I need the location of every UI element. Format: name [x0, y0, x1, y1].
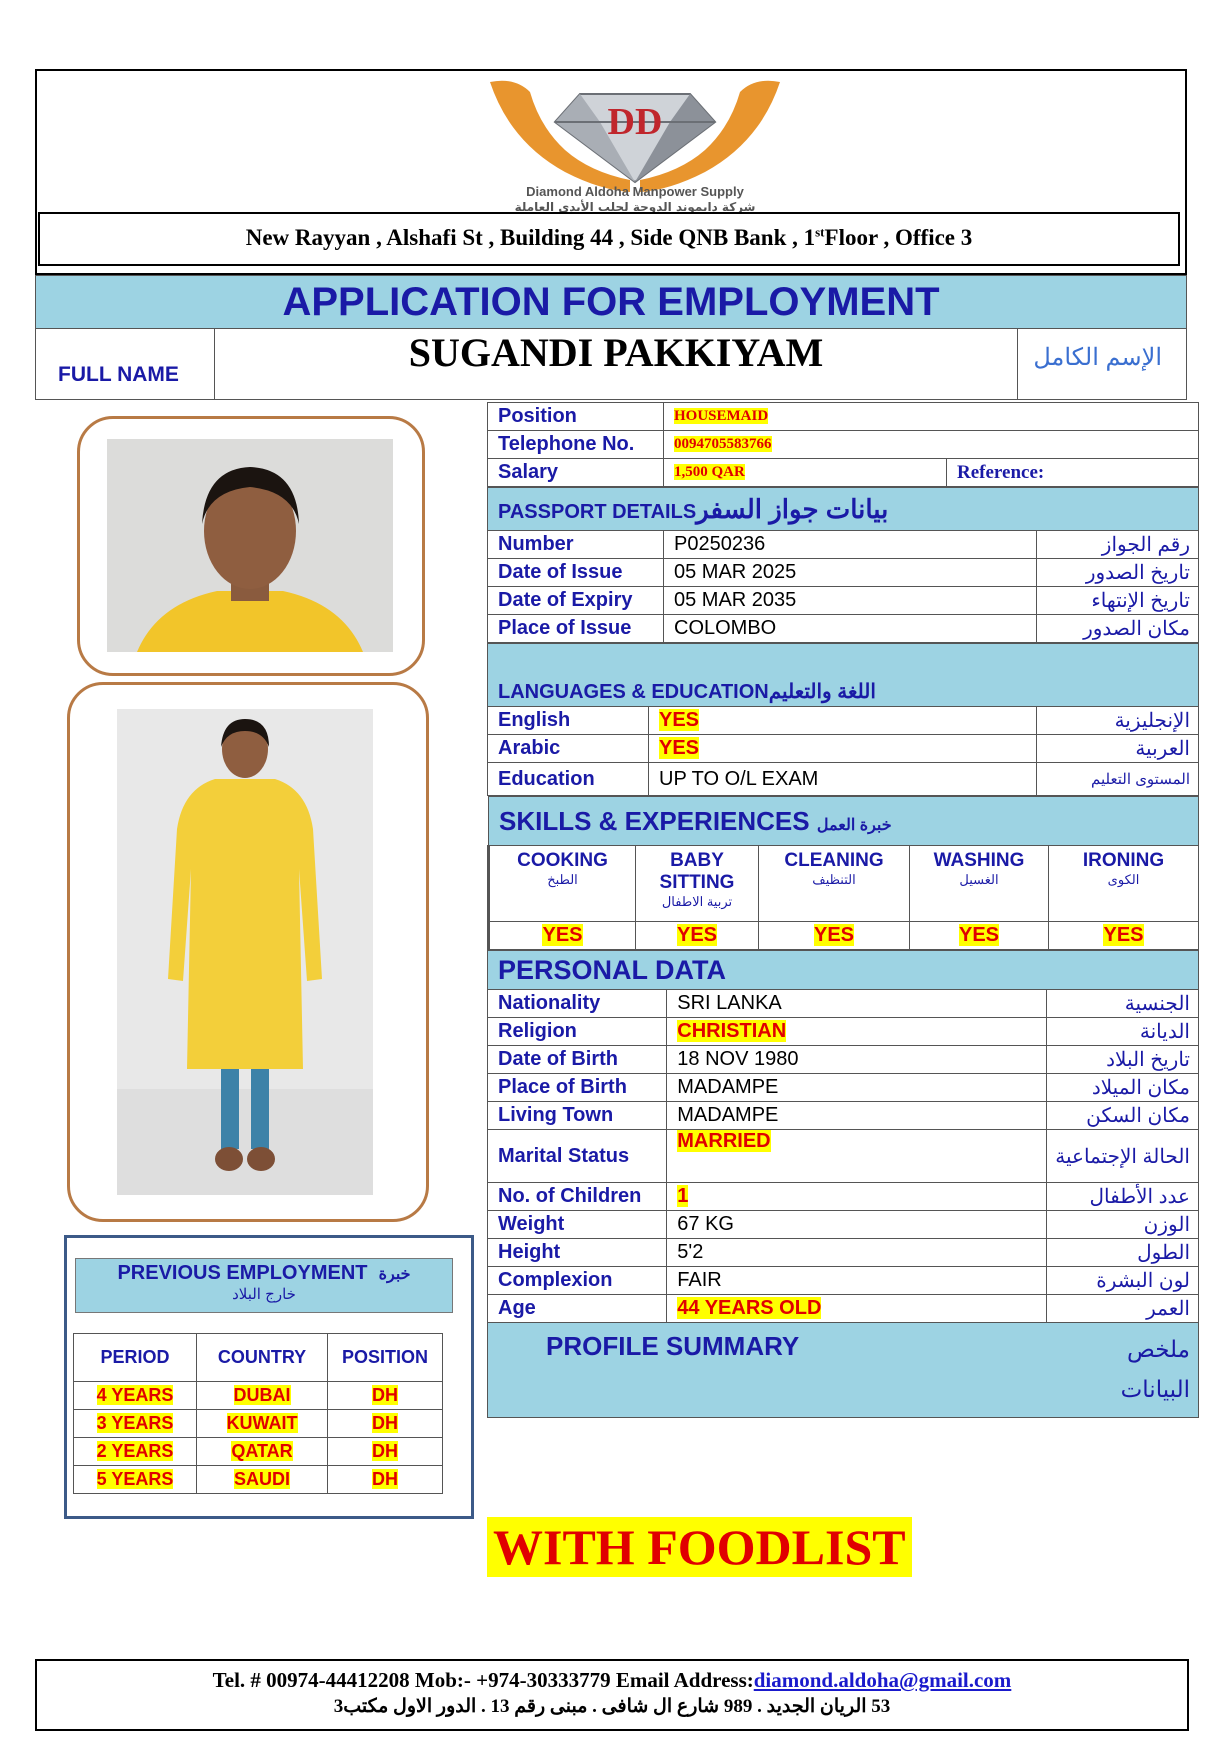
passport-heading-en: PASSPORT DETAILS [498, 500, 697, 523]
row-value: 1 [677, 1185, 689, 1207]
row-label-ar: الجنسية [1047, 990, 1199, 1018]
footer [35, 1659, 1189, 1731]
row-label: Date of Issue [488, 559, 664, 587]
period-cell: 2 YEARS [96, 1441, 174, 1461]
languages-table [487, 643, 1199, 796]
personal-row [488, 1102, 1199, 1130]
language-row [488, 707, 1199, 735]
row-value: FAIR [667, 1267, 1047, 1295]
skill-value: YES [958, 924, 1000, 946]
personal-row [488, 1239, 1199, 1267]
table-row [74, 1410, 443, 1438]
skill-value: YES [676, 924, 718, 946]
page-title: APPLICATION FOR EMPLOYMENT [35, 275, 1187, 329]
row-value: 18 NOV 1980 [667, 1046, 1047, 1074]
position-label: Position [488, 403, 664, 431]
row-label-ar: مكان الميلاد [1047, 1074, 1199, 1102]
salary-label: Salary [488, 459, 664, 487]
company-address [38, 212, 1180, 266]
skill-name: COOKING [517, 850, 608, 871]
row-label-ar: تاريخ البلاد [1047, 1046, 1199, 1074]
skill-name: BABY SITTING [659, 850, 735, 893]
row-value: 67 KG [667, 1211, 1047, 1239]
row-label: Height [488, 1239, 667, 1267]
row-value: MADAMPE [667, 1102, 1047, 1130]
table-row [74, 1382, 443, 1410]
position-cell: DH [372, 1385, 398, 1405]
skills-heading [489, 797, 1199, 846]
row-label: Living Town [488, 1102, 667, 1130]
row-label-ar: الديانة [1047, 1018, 1199, 1046]
skill-cooking [489, 846, 636, 922]
table-row [74, 1466, 443, 1494]
row-label: Marital Status [488, 1130, 667, 1183]
language-row [488, 735, 1199, 763]
row-label-ar: العربية [1037, 735, 1199, 763]
logo-letters: DD [607, 101, 663, 143]
row-label-ar: تاريخ الإنتهاء [1037, 587, 1199, 615]
row-label: Place of Issue [488, 615, 664, 643]
skill-washing [910, 846, 1049, 922]
row-label-ar: لون البشرة [1047, 1267, 1199, 1295]
personal-row [488, 1295, 1199, 1323]
position-cell: DH [372, 1469, 398, 1489]
period-cell: 3 YEARS [96, 1413, 174, 1433]
skill-name: WASHING [933, 850, 1025, 871]
details-panel [487, 402, 1199, 1418]
previous-employment-box [64, 1235, 474, 1519]
address-sup: st [815, 224, 825, 240]
skills-heading-en: SKILLS & EXPERIENCES [499, 805, 810, 836]
row-value: P0250236 [664, 531, 1037, 559]
row-label: Number [488, 531, 664, 559]
skill-value: YES [542, 924, 583, 946]
row-label-ar: الإنجليزية [1037, 707, 1199, 735]
row-value: MARRIED [677, 1130, 771, 1152]
column-header-position: POSITION [328, 1334, 443, 1382]
personal-row [488, 1267, 1199, 1295]
row-label-ar: المستوى التعليم [1037, 763, 1199, 796]
personal-row [488, 1046, 1199, 1074]
skill-name-ar: الكوى [1107, 872, 1140, 887]
row-value: YES [659, 709, 700, 731]
row-label-ar: الوزن [1047, 1211, 1199, 1239]
row-label-ar: عدد الأطفال [1047, 1183, 1199, 1211]
table-row [74, 1438, 443, 1466]
row-label-ar: مكان الصدور [1037, 615, 1199, 643]
column-header-period: PERIOD [74, 1334, 197, 1382]
row-label: Date of Birth [488, 1046, 667, 1074]
reference-label: Reference: [947, 459, 1199, 487]
skill-name-ar: التنظيف [812, 872, 856, 887]
row-value: YES [659, 737, 700, 759]
row-label: Arabic [488, 735, 649, 763]
profile-summary-heading: PROFILE SUMMARY [546, 1331, 800, 1361]
passport-row [488, 531, 1199, 559]
languages-heading [488, 644, 1199, 707]
row-value: COLOMBO [664, 615, 1037, 643]
phone-label: Telephone No. [488, 431, 664, 459]
row-label: No. of Children [488, 1183, 667, 1211]
period-cell: 5 YEARS [96, 1469, 174, 1489]
row-label: Weight [488, 1211, 667, 1239]
row-label: Education [488, 763, 649, 796]
salary-value: 1,500 QAR [674, 464, 745, 480]
row-value: SRI LANKA [667, 990, 1047, 1018]
passport-row [488, 615, 1199, 643]
row-value: CHRISTIAN [677, 1020, 787, 1042]
personal-row [488, 1211, 1199, 1239]
previous-employment-ar2: خارج البلاد [232, 1286, 296, 1303]
row-label-ar: مكان السكن [1047, 1102, 1199, 1130]
previous-employment-header [75, 1258, 453, 1313]
job-table [487, 402, 1199, 487]
column-header-country: COUNTRY [197, 1334, 328, 1382]
country-cell: QATAR [231, 1441, 293, 1461]
row-label-ar: الحالة الإجتماعية [1047, 1130, 1199, 1183]
row-value: MADAMPE [667, 1074, 1047, 1102]
full-name-row [35, 328, 1187, 400]
passport-heading-ar: بيانات جواز السفر [696, 493, 889, 524]
address-tail: Floor , Office 3 [824, 225, 973, 250]
full-body-photo [117, 709, 373, 1195]
row-label: Date of Expiry [488, 587, 664, 615]
row-label: Religion [488, 1018, 667, 1046]
skill-ironing [1049, 846, 1199, 922]
position-value: HOUSEMAID [674, 408, 769, 424]
skill-name-ar: الغسيل [959, 872, 999, 887]
passport-table [487, 487, 1199, 643]
row-label: Age [488, 1295, 667, 1323]
skill-value: YES [813, 924, 855, 946]
position-cell: DH [372, 1413, 398, 1433]
row-label: Nationality [488, 990, 667, 1018]
previous-employment-ar1: خبرة [378, 1266, 411, 1283]
country-cell: DUBAI [233, 1385, 291, 1405]
row-value: 5'2 [667, 1239, 1047, 1267]
profile-summary [488, 1323, 1199, 1418]
personal-row [488, 1183, 1199, 1211]
skill-name-ar: تربية الاطفال [661, 894, 733, 909]
row-label-ar: تاريخ الصدور [1037, 559, 1199, 587]
personal-row [488, 1018, 1199, 1046]
footer-address-ar: 53 الريان الجديد . 989 شارع ال شافى . مبنى رقم 13 . الدور الاول مكتب3 [333, 1696, 891, 1717]
phone-value: 0094705583766 [674, 436, 772, 452]
footer-contact: Tel. # 00974-44412208 Mob:- +974-30333779 Email Address: [212, 1668, 754, 1692]
row-value: 05 MAR 2035 [664, 587, 1037, 615]
skill-cleaning [759, 846, 910, 922]
row-label-ar: العمر [1047, 1295, 1199, 1323]
personal-table [487, 950, 1199, 1418]
profile-summary-ar: ملخص البيانات [1120, 1336, 1190, 1402]
previous-employment-title: PREVIOUS EMPLOYMENT [117, 1262, 368, 1284]
passport-heading [488, 488, 1199, 531]
passport-row [488, 559, 1199, 587]
row-label: English [488, 707, 649, 735]
skill-name: IRONING [1082, 850, 1165, 871]
personal-row [488, 1130, 1199, 1183]
full-name-ar: الإسم الكامل [1033, 344, 1162, 371]
full-name-label-cell [36, 329, 215, 399]
skills-heading-ar: خبرة العمل [816, 816, 892, 834]
skill-name-ar: الطبخ [547, 872, 578, 887]
company-name: Diamond Aldoha Manpower Supply [526, 184, 744, 199]
company-name-ar: شركة دايموند الدوحة لجلب الأيدي العاملة [514, 200, 756, 214]
row-value: 05 MAR 2025 [664, 559, 1037, 587]
foodlist-banner: WITH FOODLIST [487, 1517, 912, 1577]
row-label-ar: الطول [1047, 1239, 1199, 1267]
row-label-ar: رقم الجواز [1037, 531, 1199, 559]
row-label: Complexion [488, 1267, 667, 1295]
skills-table [487, 796, 1199, 950]
personal-heading: PERSONAL DATA [488, 951, 1199, 990]
full-name-value: SUGANDI PAKKIYAM [408, 330, 824, 375]
skill-name: CLEANING [784, 850, 884, 871]
skill-value: YES [1103, 924, 1144, 946]
passport-row [488, 587, 1199, 615]
row-label: Place of Birth [488, 1074, 667, 1102]
languages-heading-ar: اللغة والتعليم [768, 681, 876, 703]
footer-email-link[interactable]: diamond.aldoha@gmail.com [753, 1668, 1012, 1692]
row-value: 44 YEARS OLD [677, 1297, 822, 1319]
full-name-ar-cell [1017, 329, 1186, 399]
personal-row [488, 1074, 1199, 1102]
country-cell: KUWAIT [226, 1413, 298, 1433]
country-cell: SAUDI [233, 1469, 290, 1489]
address-text: New Rayyan , Alshafi St , Building 44 , Side QNB Bank , 1 [245, 225, 816, 250]
full-name-label: FULL NAME [58, 363, 179, 386]
previous-employment-table [73, 1333, 443, 1494]
position-cell: DH [372, 1441, 398, 1461]
row-value: UP TO O/L EXAM [649, 763, 1037, 796]
skill-baby-sitting [636, 846, 759, 922]
company-logo [470, 72, 800, 214]
period-cell: 4 YEARS [96, 1385, 174, 1405]
portrait-photo [107, 439, 393, 652]
personal-row [488, 990, 1199, 1018]
languages-heading-en: LANGUAGES & EDUCATION [498, 681, 769, 703]
language-row [488, 763, 1199, 796]
